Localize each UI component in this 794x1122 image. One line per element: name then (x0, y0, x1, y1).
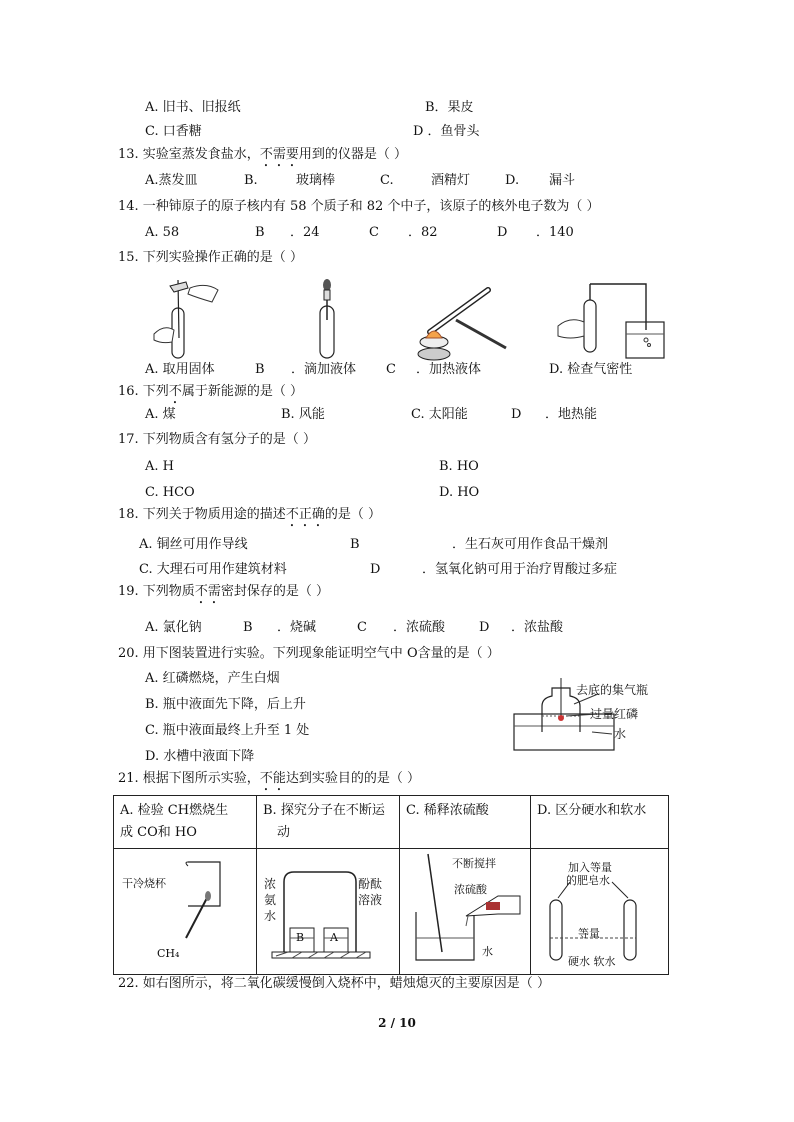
q19-option-d-text: ．浓盐酸 (511, 620, 564, 635)
q15-option-a: A. 取用固体 (145, 362, 215, 377)
q15-figure-c (410, 284, 510, 364)
q21-cell-c: C. 稀释浓硫酸 (400, 796, 531, 849)
q21-figure-d-label-add: 加入等量 (568, 861, 612, 874)
q14-option-d-text: ．140 (536, 225, 574, 240)
q21-figure-b-label-ammonia: 浓氨水 (264, 877, 277, 923)
q20-stem: 20. 用下图装置进行实验。下列现象能证明空气中 O含量的是（ ） (118, 646, 500, 661)
q21-figure-d-label-equal: 等量 (578, 927, 600, 940)
q14-stem: 14. 一种铈原子的原子核内有 58 个质子和 82 个中子，该原子的核外电子数为（ ） (118, 199, 600, 214)
q17-option-d: D. HO (439, 485, 480, 500)
q21-figure-a-label-ch4: CH₄ (157, 947, 180, 960)
q16-option-a: A. 煤 (145, 407, 176, 422)
q14-option-c: C (369, 225, 379, 240)
q21-figure-b-label-b: B (296, 931, 305, 944)
q20-figure-label-bottle: 去底的集气瓶 (576, 683, 649, 697)
q15-option-b-text: ．滴加液体 (291, 362, 357, 377)
q13-option-d: D. (505, 173, 520, 188)
q21-figure-c-label-acid: 浓硫酸 (454, 883, 487, 896)
q21-figure-b-label-a: A (330, 931, 338, 944)
q14-option-b: B (255, 225, 265, 240)
q18-option-d: D (370, 562, 381, 577)
q12-option-b: B．果皮 (425, 100, 474, 115)
q16-option-c: C. 太阳能 (411, 407, 468, 422)
q21-figure-a-label-beaker: 干冷烧杯 (122, 877, 166, 890)
q21-figure-a (120, 858, 240, 958)
q15-option-c-text: ．加热液体 (416, 362, 482, 377)
q18-option-b: B (350, 537, 360, 552)
q12-option-a: A. 旧书、旧报纸 (145, 100, 241, 115)
q15-figure-d (554, 278, 664, 362)
q19-stem: 19. 下列物质不需密封保存的是（ ） (118, 584, 329, 599)
q12-option-c: C. 口香糖 (145, 124, 202, 139)
q14-option-c-text: ．82 (408, 225, 438, 240)
q17-option-b: B. HO (439, 459, 479, 474)
q14-option-d: D (497, 225, 508, 240)
q21-figure-b-label-phenolphthalein: 酚酞溶液 (358, 877, 383, 907)
q18-option-a: A. 铜丝可用作导线 (139, 537, 248, 552)
q22-stem: 22. 如右图所示，将二氧化碳缓慢倒入烧杯中，蜡烛熄灭的主要原因是（ ） (118, 976, 550, 991)
q18-stem: 18. 下列关于物质用途的描述不正确的是（ ） (118, 507, 381, 522)
q13-stem: 13. 实验室蒸发食盐水，不需要用到的仪器是（ ） (118, 147, 407, 162)
q13-option-c: C. (380, 173, 394, 188)
q12-option-d: D ．鱼骨头 (413, 124, 480, 139)
q16-option-b: B. 风能 (281, 407, 325, 422)
q18-option-c: C. 大理石可用作建筑材料 (139, 562, 287, 577)
q14-option-b-text: ．24 (290, 225, 320, 240)
q21-figure-d-label-soap: 的肥皂水 (566, 874, 610, 887)
q19-option-c-text: ．浓硫酸 (393, 620, 446, 635)
q16-option-d-text: ．地热能 (545, 407, 598, 422)
q21-figure-c-label-water: 水 (482, 945, 493, 958)
q21-figure-d-label-water: 硬水 软水 (568, 955, 616, 968)
q21-figure-c-label-stir: 不断搅拌 (452, 857, 496, 870)
q14-option-a: A. 58 (145, 225, 180, 240)
q21-cell-d: D. 区分硬水和软水 (531, 796, 669, 849)
q13-option-d-text: 漏斗 (549, 173, 576, 188)
q15-option-c: C (386, 362, 396, 377)
q13-option-b-text: 玻璃棒 (296, 173, 336, 188)
q19-option-c: C (357, 620, 367, 635)
q21-stem: 21. 根据下图所示实验，不能达到实验目的的是（ ） (118, 771, 420, 786)
q13-option-a: A.蒸发皿 (145, 173, 198, 188)
q15-option-b: B (255, 362, 265, 377)
q18-option-d-text: ．氢氧化钠可用于治疗胃酸过多症 (422, 562, 618, 577)
q18-option-b-text: ．生石灰可用作食品干燥剂 (452, 537, 609, 552)
q21-cell-b: B. 探究分子在不断运 动 (257, 796, 400, 849)
page-number: 2 / 10 (378, 1016, 416, 1030)
q16-option-d: D (511, 407, 522, 422)
q15-option-d: D. 检查气密性 (549, 362, 633, 377)
q16-stem: 16. 下列不属于新能源的是（ ） (118, 384, 303, 399)
q21-cell-a: A. 检验 CH燃烧生 成 CO和 HO (114, 796, 257, 849)
q20-option-b: B. 瓶中液面先下降，后上升 (145, 697, 306, 712)
q17-stem: 17. 下列物质含有氢分子的是（ ） (118, 432, 316, 447)
q20-figure-label-phosphorus: 过量红磷 (590, 707, 639, 721)
q19-option-b: B (243, 620, 253, 635)
q19-option-a: A. 氯化钠 (145, 620, 202, 635)
q20-option-c: C. 瓶中液面最终上升至 1 处 (145, 723, 310, 738)
q20-option-a: A. 红磷燃烧，产生白烟 (145, 671, 280, 686)
q19-option-d: D (479, 620, 490, 635)
q17-option-c: C. HCO (145, 485, 195, 500)
q20-figure-label-water: 水 (614, 727, 627, 741)
q19-option-b-text: ．烧碱 (277, 620, 317, 635)
q15-figure-a (150, 278, 230, 362)
q15-figure-b (312, 278, 342, 362)
q20-option-d: D. 水槽中液面下降 (145, 749, 255, 764)
q15-stem: 15. 下列实验操作正确的是（ ） (118, 250, 303, 265)
q13-option-c-text: 酒精灯 (431, 173, 471, 188)
q17-option-a: A. H (145, 459, 174, 474)
q13-option-b: B. (244, 173, 258, 188)
